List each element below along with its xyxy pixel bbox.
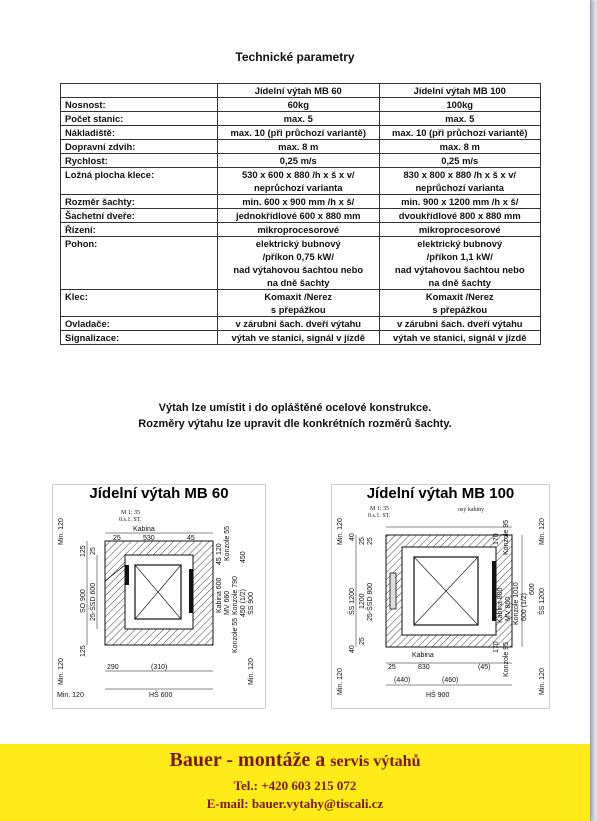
spec-cell-line: s přepážkou [432,304,488,315]
mb60-scale: M 1: 35 [121,510,141,516]
spec-cell-mb60 [218,154,380,168]
mb100-min120-right-bottom: Min. 120 [539,668,546,695]
spec-cell-line: 0,25 m/s [279,155,317,166]
spec-cell-mb100 [379,223,541,237]
mb60-min120-left-bottom: Min. 120 [58,658,65,685]
spec-cell-mb100 [379,154,541,168]
mb100-b440: (440) [394,677,411,684]
mb60-v125a: 125 [80,545,87,557]
drawing-mb100-title: Jídelní výtah MB 100 [366,485,515,502]
spec-cell-line: max. 10 (při průchozí variantě) [392,127,528,138]
spec-cell-line: 530 x 600 x 880 /h x š x v/ [241,169,355,180]
spec-cell-line: na dně šachty [266,277,330,288]
mb100-ss1200: ŠS 1200 [349,588,356,615]
spec-table-row [61,237,541,290]
spec-cell-mb60 [218,290,380,317]
spec-cell-line: neprůchozí varianta [415,182,505,193]
mb60-b290: 290 [107,664,119,671]
mb100-min120-right-top: Min. 120 [539,518,546,545]
spec-cell-line: 830 x 800 x 880 /h x š x v/ [403,169,517,180]
mb60-axis: 0.s.1. ST. [119,517,142,523]
company-name-tail: servis výtahů [330,753,421,770]
spec-cell-line: mikroprocesorové [418,224,501,235]
mb100-v40-top: 40 [349,533,356,541]
mb100-b45: (45) [478,664,491,671]
spec-row-label: Klec: [61,290,218,317]
spec-table-row [61,290,541,317]
spec-cell-line: max. 5 [283,113,313,124]
spec-cell-mb100 [379,209,541,223]
spec-cell-line: max. 5 [445,113,475,124]
mb60-v125b: 125 [80,645,87,657]
spec-header-cell: Jídelní výtah MB 100 [379,84,541,98]
spec-cell-line: výtah ve stanici, signál v jízdě [231,332,365,343]
spec-table-row [61,112,541,126]
spec-table-header [61,84,541,98]
mb100-600: 600 [529,583,536,595]
spec-cell-mb100 [379,126,541,140]
mb100-guide-rail [492,561,496,621]
company-name-main: Bauer - montáže a [169,749,326,771]
spec-row-label: Rychlost: [61,154,218,168]
spec-cell-mb100 [379,112,541,126]
spec-table-row [61,154,541,168]
spec-cell-line: max. 10 (při průchozí variantě) [230,127,366,138]
mb60-kabina600: Kabina 600 [216,577,223,613]
mb60-mv660: MV 660 [224,590,231,615]
spec-cell-line: dvoukřídlové 800 x 880 mm [398,210,521,221]
spec-cell-line: /příkon 0,75 kW/ [262,251,334,262]
drawing-mb60-svg [53,485,265,708]
mb100-b460: (460) [442,677,459,684]
mb60-kabina: Kabina [133,526,155,533]
mb100-600-half: 600 (1/2) [521,592,528,621]
spec-cell-mb100 [379,237,541,290]
mb60-konzole790: Konzole 790 [232,576,239,615]
mb60-450: 450 [240,551,247,563]
spec-row-label: Nákladiště: [61,126,218,140]
mb60-ssd600: 25-ŠSD 600 [90,582,97,621]
mb100-mv860: MV 860 [505,596,512,621]
page-title: Technické parametry [235,50,355,64]
mb100-kabina800: Kabina 800 [497,587,504,623]
mb100-konzole1010: Konzole 1010 [513,582,520,625]
spec-row-label: Ovladače: [61,317,218,331]
mb100-konzole95-bottom: Konzole 95 [503,641,510,677]
spec-cell-mb100 [379,140,541,154]
spec-cell-mb60 [218,209,380,223]
note-line-1: Výtah lze umístit i do opláštěné ocelové konstrukce. [158,402,432,414]
mb60-450-half: 450 (1/2) [240,588,247,617]
mb60-so900: SO 900 [80,589,87,613]
mb100-axis: 0.s.1. ST. [368,513,391,519]
spec-cell-mb60 [218,317,380,331]
mb100-min120-left-bottom: Min. 120 [337,668,344,695]
spec-cell-line: v zárubni šach. dveří výtahu [396,318,523,329]
spec-table-row [61,126,541,140]
spec-table-row [61,223,541,237]
spec-cell-line: max. 8 m [439,141,480,152]
spec-cell-line: nad výtahovou šachtou nebo [233,264,364,275]
spec-cell-line: 60kg [287,99,309,110]
spec-cell-line: max. 8 m [278,141,319,152]
mb60-v25: 25 [90,547,97,555]
spec-cell-line: min. 600 x 900 mm /h x š/ [242,196,355,207]
spec-cell-line: min. 900 x 1200 mm /h x š/ [401,196,519,207]
spec-row-label: Signalizace: [61,331,218,345]
spec-cell-line: elektrický bubnový [255,238,341,249]
spec-table-row [61,331,541,345]
mb100-door [390,573,396,609]
mb100-hs900: HŠ 900 [426,692,450,699]
mb60-w45: 45 [187,535,195,542]
mb100-ss1200-right: ŠS 1200 [539,588,546,615]
spec-cell-line: s přepážkou [270,304,326,315]
spec-header-cell [61,84,218,98]
spec-cell-line: nad výtahovou šachtou nebo [394,264,525,275]
spec-table-row [61,168,541,195]
mb60-b310: (310) [151,664,168,671]
spec-cell-mb60 [218,112,380,126]
drawing-mb60 [52,484,266,709]
spec-cell-line: v zárubni šach. dveří výtahu [235,318,362,329]
mb100-w830: 830 [418,664,430,671]
mb100-osy: osy kabiny [458,507,485,513]
mb100-v170-bottom: 170 [493,641,500,653]
spec-cell-line: 0,25 m/s [441,155,479,166]
footer-banner [0,744,590,821]
mb100-kabina: Kabina [412,652,434,659]
spec-cell-mb60 [218,331,380,345]
mb60-v120: 120 [216,543,223,555]
spec-row-label: Pohon: [61,237,218,290]
spec-cell-mb100 [379,195,541,209]
spec-cell-line: /příkon 1,1 kW/ [426,251,493,262]
spec-row-label: Počet stanic: [61,112,218,126]
spec-cell-line: výtah ve stanici, signál v jízdě [393,332,527,343]
spec-table-row [61,317,541,331]
spec-cell-mb60 [218,126,380,140]
spec-cell-mb60 [218,140,380,154]
company-email: E-mail: bauer.vytahy@tiscali.cz [206,796,384,811]
spec-cell-line: Komaxit /Nerez [264,291,333,302]
spec-row-label: Šachetní dveře: [61,209,218,223]
mb100-v25-b: 25 [367,537,374,545]
spec-cell-line: jednokřídlové 600 x 880 mm [235,210,361,221]
spec-cell-mb60 [218,195,380,209]
mb100-w25: 25 [388,664,396,671]
spec-cell-line: Komaxit /Nerez [425,291,494,302]
mb60-v45: 45 [216,557,223,565]
mb60-guide-rail [189,569,193,613]
spec-table-row [61,209,541,223]
mb60-w530: 530 [143,535,155,542]
spec-table [60,83,541,345]
spec-cell-mb100 [379,98,541,112]
spec-cell-line: na dně šachty [428,277,492,288]
spec-cell-line: neprůchozí varianta [253,182,343,193]
drawing-mb60-title: Jídelní výtah MB 60 [89,485,229,502]
spec-row-label: Dopravní zdvih: [61,140,218,154]
spec-cell-line: 100kg [446,99,474,110]
mb100-v170-top: 170 [493,533,500,545]
mb60-konzole55-bottom: Konzole 55 [232,617,239,653]
mb100-konzole95-top: Konzole 95 [503,519,510,555]
spec-cell-mb60 [218,168,380,195]
mb100-v25-a: 25 [359,537,366,545]
spec-cell-mb100 [379,168,541,195]
mb60-hs600: HŠ 600 [149,692,173,699]
spec-table-row [61,140,541,154]
spec-table-row [61,98,541,112]
drawing-mb100-svg [332,485,549,708]
spec-cell-mb60 [218,98,380,112]
mb100-v25-c: 25 [359,637,366,645]
spec-row-label: Nosnost: [61,98,218,112]
mb60-min120-right: Min. 120 [248,658,255,685]
drawing-mb100 [331,484,550,709]
note-text [0,400,590,432]
mb60-min120-bottom-left: Min. 120 [57,692,84,699]
mb60-min120-left-top: Min. 120 [58,518,65,545]
mb100-v40-bottom: 40 [349,645,356,653]
mb100-min120-left-top: Min. 120 [337,518,344,545]
spec-cell-mb60 [218,223,380,237]
mb100-ssd800: 25-ŠSD 800 [367,582,374,621]
spec-table-row [61,195,541,209]
company-phone: Tel.: +420 603 215 072 [233,778,357,793]
spec-cell-mb100 [379,317,541,331]
spec-cell-mb100 [379,331,541,345]
spec-cell-line: mikroprocesorové [257,224,340,235]
note-line-2: Rozměry výtahu lze upravit dle konkrétních rozměrů šachty. [138,418,452,430]
spec-row-label: Ložná plocha klece: [61,168,218,195]
mb60-w25: 25 [113,535,121,542]
mb60-konzole55-top: Konzole 55 [224,525,231,561]
spec-cell-line: elektrický bubnový [417,238,503,249]
spec-cell-mb60 [218,237,380,290]
spec-cell-mb100 [379,290,541,317]
spec-row-label: Řízení: [61,223,218,237]
mb100-scale: M 1: 35 [370,506,390,512]
mb100-v1200: 1200 [359,593,366,609]
spec-row-label: Rozměr šachty: [61,195,218,209]
company-name [0,749,590,772]
spec-header-cell: Jídelní výtah MB 60 [218,84,380,98]
mb60-ss900: ŠS 900 [248,592,255,615]
